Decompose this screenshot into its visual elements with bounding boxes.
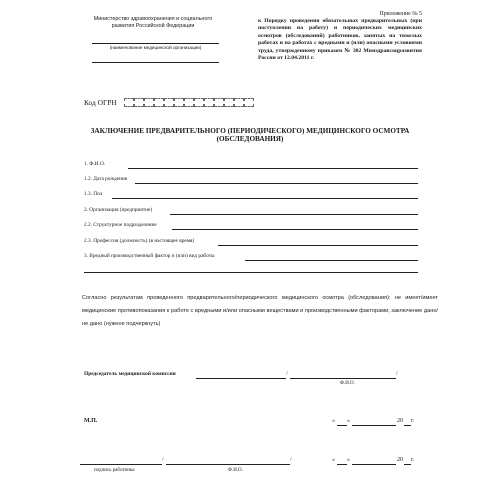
field-label-fio: 1. Ф.И.О. <box>84 161 106 167</box>
field-label-profession: 2.3. Профессия (должность) (в настоящее время) <box>84 238 195 244</box>
ogrn-digit-box[interactable] <box>154 98 164 107</box>
field-label-birthdate: 1.2. Дата рождения <box>84 176 128 182</box>
chairman-slash-2: / <box>396 371 398 377</box>
field-label-organization: 2. Организация (предприятие) <box>84 207 153 213</box>
ogrn-digit-box[interactable] <box>204 98 214 107</box>
appendix-text: к Порядку проведения обязательных предварительных (при поступлении на работу) и периодических медицинских осмотров (обследований) работников, занятых на тяжелых работах и на работах с вредными и (или) опасными условиями труда, утвержденному приказом № 302 Минздравсоцразвития России от 12.04.2011 г. <box>258 18 422 62</box>
worker-slash-1: / <box>162 457 164 463</box>
appendix-number: Приложение № 5 <box>379 11 422 17</box>
date-year-line[interactable] <box>404 425 411 426</box>
org-name-line-2 <box>92 62 219 63</box>
org-name-line <box>92 43 219 44</box>
chairman-label: Председатель медицинской комиссии <box>84 371 176 377</box>
title-line-1: ЗАКЛЮЧЕНИЕ ПРЕДВАРИТЕЛЬНОГО (ПЕРИОДИЧЕСКОГО) МЕДИЦИНСКОГО ОСМОТРА <box>90 127 410 135</box>
org-name-caption: (наименование медицинской организации) <box>109 45 202 50</box>
date2-year-line[interactable] <box>404 464 411 465</box>
field-label-harmful-factor: 3. Вредный производственный фактор и (или) вид работы <box>84 253 215 259</box>
field-line-harmful-factor[interactable] <box>245 260 418 261</box>
conclusion-text: Согласно результатам проведенного предварительного/периодического медицинского осмотра (обследования): не имеет/имеет медицинские противопоказания к работе с вредными и/или опасными веществами и производственными факторами, заключение дано/не дано (нужное подчеркнуть) <box>82 295 438 327</box>
chairman-fio-line[interactable] <box>290 378 396 379</box>
title-line-2: (ОБСЛЕДОВАНИЯ) <box>216 135 284 144</box>
date-day-line[interactable] <box>337 425 347 426</box>
date2-year-suffix: г. <box>411 457 415 463</box>
date-open-quote: « <box>332 418 335 424</box>
worker-fio-caption: Ф.И.О. <box>228 468 243 473</box>
ogrn-digit-box[interactable] <box>124 98 134 107</box>
ogrn-digit-box[interactable] <box>174 98 184 107</box>
field-line-fio[interactable] <box>128 168 418 169</box>
date2-month-line[interactable] <box>352 464 396 465</box>
ogrn-digit-box[interactable] <box>134 98 144 107</box>
date-close-quote: » <box>347 418 350 424</box>
field-line-birthdate[interactable] <box>135 183 418 184</box>
worker-signature-caption: подпись работника <box>94 468 135 473</box>
field-label-sex: 1.3. Пол <box>84 191 103 197</box>
ogrn-digit-box[interactable] <box>224 98 234 107</box>
ministry-name: Министерство здравоохранения и социального развития Российской Федерации <box>93 16 213 29</box>
date2-close-quote: » <box>347 457 350 463</box>
worker-fio-line[interactable] <box>166 464 290 465</box>
ogrn-label: Код ОГРН <box>84 98 117 107</box>
stamp-place-label: М.П. <box>84 418 98 424</box>
field-line-sex[interactable] <box>112 198 418 199</box>
ogrn-digit-box[interactable] <box>144 98 154 107</box>
chairman-signature-line[interactable] <box>196 378 286 379</box>
ogrn-digit-box[interactable] <box>164 98 174 107</box>
ogrn-digit-box[interactable] <box>194 98 204 107</box>
field-line-profession[interactable] <box>218 245 418 246</box>
field-line-department[interactable] <box>172 229 418 230</box>
ogrn-digit-box[interactable] <box>184 98 194 107</box>
chairman-slash-1: / <box>286 371 288 377</box>
document-title <box>80 127 420 144</box>
date-year-suffix: г. <box>411 418 415 424</box>
worker-signature-line[interactable] <box>80 464 162 465</box>
ogrn-digit-box[interactable] <box>244 98 254 107</box>
field-line-organization[interactable] <box>170 214 418 215</box>
date-month-line[interactable] <box>352 425 396 426</box>
field-label-department: 2.2. Структурное подразделение <box>84 222 157 228</box>
ogrn-digit-box[interactable] <box>234 98 244 107</box>
date2-day-line[interactable] <box>337 464 347 465</box>
chairman-fio-caption: Ф.И.О. <box>340 381 355 386</box>
worker-slash-2: / <box>290 457 292 463</box>
date-year: 20 <box>397 418 403 424</box>
date2-year: 20 <box>397 457 403 463</box>
field-line-harmful-factor-2[interactable] <box>84 272 418 273</box>
date2-open-quote: « <box>332 457 335 463</box>
ogrn-digit-box[interactable] <box>214 98 224 107</box>
